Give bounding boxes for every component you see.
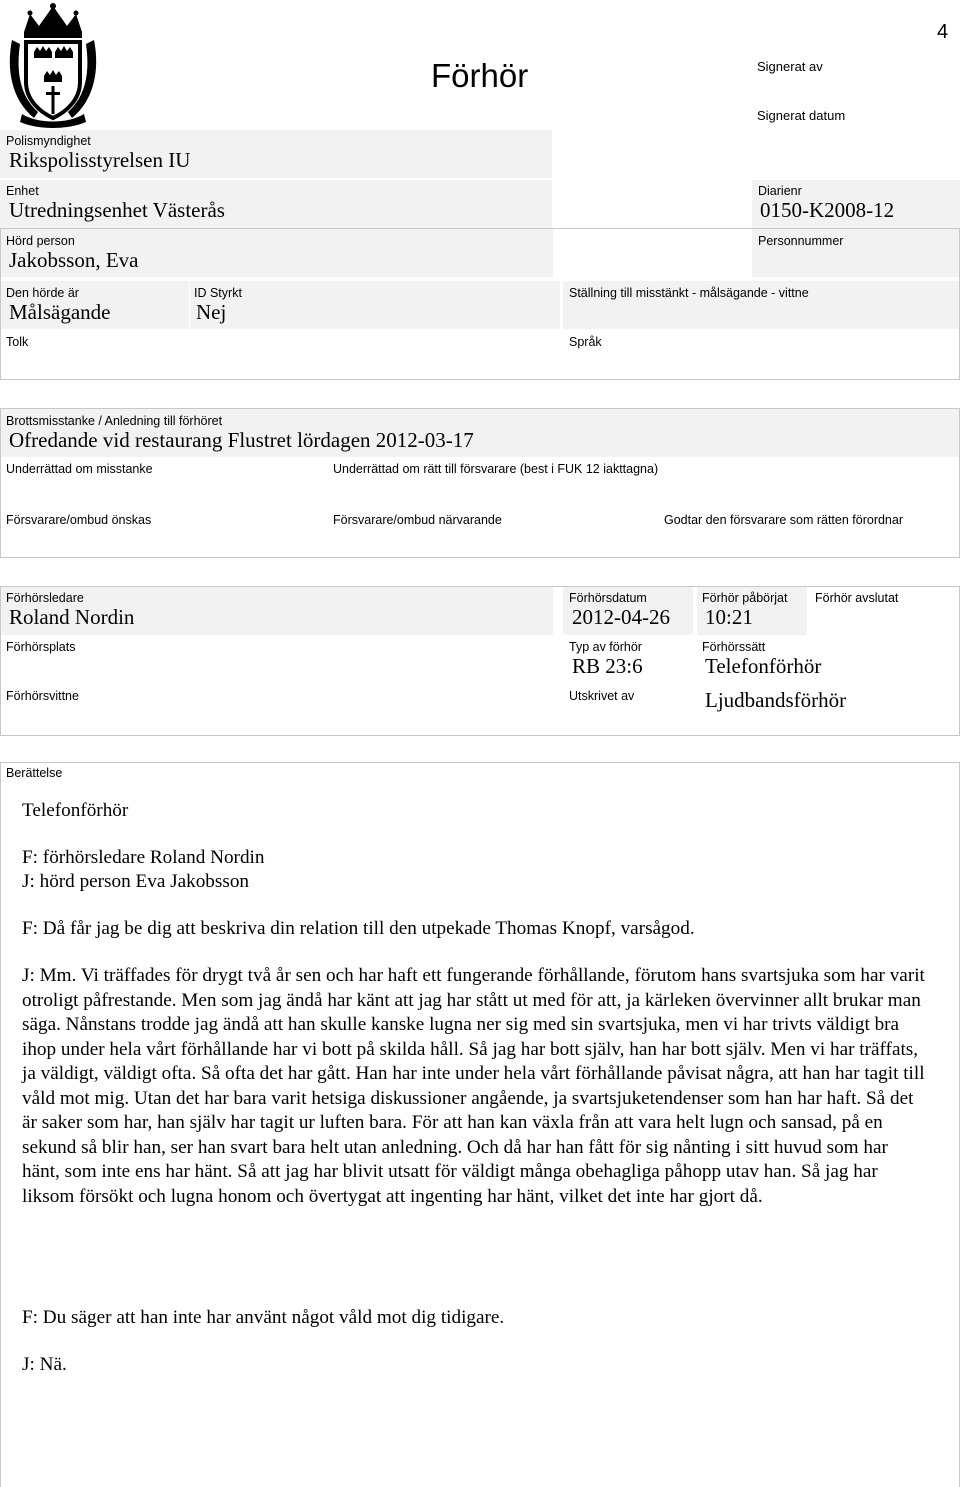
signed-date-label: Signerat datum bbox=[757, 108, 846, 123]
counsel-wanted-label: Försvarare/ombud önskas bbox=[6, 513, 152, 527]
counsel-present-label: Försvarare/ombud närvarande bbox=[333, 513, 502, 527]
id-checked-value: Nej bbox=[196, 300, 227, 324]
id-checked-label: ID Styrkt bbox=[194, 286, 242, 300]
written-by-label: Utskrivet av bbox=[569, 689, 635, 703]
heard-person-value: Jakobsson, Eva bbox=[9, 248, 139, 272]
document-title: Förhör bbox=[431, 57, 529, 94]
narrative-j-line: J: hörd person Eva Jakobsson bbox=[22, 871, 250, 892]
position-label: Ställning till misstänkt - målsägande - vittne bbox=[569, 286, 809, 300]
unit-value: Utredningsenhet Västerås bbox=[9, 198, 225, 222]
witness-label: Förhörsvittne bbox=[6, 689, 79, 703]
interview-method-label: Förhörssätt bbox=[702, 640, 766, 654]
interview-started-value: 10:21 bbox=[705, 605, 753, 629]
signed-by-label: Signerat av bbox=[757, 59, 823, 74]
interview-leader-label: Förhörsledare bbox=[6, 591, 84, 605]
authority-value: Rikspolisstyrelsen IU bbox=[9, 148, 191, 172]
personnummer-label: Personnummer bbox=[758, 234, 844, 248]
interview-date-value: 2012-04-26 bbox=[572, 605, 670, 629]
language-label: Språk bbox=[569, 335, 602, 349]
counsel-accepts-label: Godtar den försvarare som rätten förordnar bbox=[664, 513, 904, 527]
narrative-answer-2: J: Nä. bbox=[22, 1354, 67, 1375]
narrative-question-1: F: Då får jag be dig att beskriva din relation till den utpekade Thomas Knopf, varsågod. bbox=[22, 918, 695, 939]
interview-method-value-2: Ljudbandsförhör bbox=[705, 688, 847, 712]
narrative-f-line: F: förhörsledare Roland Nordin bbox=[22, 847, 265, 868]
heard-person-label: Hörd person bbox=[6, 234, 75, 248]
suspicion-label: Brottsmisstanke / Anledning till förhöret bbox=[6, 414, 223, 428]
heard-as-label: Den hörde är bbox=[6, 286, 79, 300]
page-number: 4 bbox=[937, 21, 949, 43]
interview-ended-label: Förhör avslutat bbox=[815, 591, 899, 605]
interview-method-value: Telefonförhör bbox=[705, 654, 822, 678]
narrative-label: Berättelse bbox=[6, 766, 63, 780]
id-checked-field-bg bbox=[190, 281, 560, 329]
police-crest-logo bbox=[4, 0, 102, 130]
interview-place-label: Förhörsplats bbox=[6, 640, 76, 654]
interview-started-label: Förhör påbörjat bbox=[702, 591, 788, 605]
narrative-heading: Telefonförhör bbox=[22, 800, 129, 821]
interview-type-label: Typ av förhör bbox=[569, 640, 642, 654]
interview-type-value: RB 23:6 bbox=[572, 654, 643, 678]
diarienr-label: Diarienr bbox=[758, 184, 802, 198]
diarienr-value: 0150-K2008-12 bbox=[760, 198, 895, 222]
unit-label: Enhet bbox=[6, 184, 39, 198]
interview-leader-value: Roland Nordin bbox=[9, 605, 135, 629]
authority-label: Polismyndighet bbox=[6, 134, 91, 148]
notified-suspicion-label: Underrättad om misstanke bbox=[6, 462, 153, 476]
narrative-question-2: F: Du säger att han inte har använt något våld mot dig tidigare. bbox=[22, 1307, 505, 1328]
suspicion-value: Ofredande vid restaurang Flustret lördagen 2012-03-17 bbox=[9, 428, 474, 452]
notified-counsel-label: Underrättad om rätt till försvarare (best i FUK 12 iakttagna) bbox=[333, 462, 659, 476]
interview-date-label: Förhörsdatum bbox=[569, 591, 647, 605]
heard-as-value: Målsägande bbox=[9, 300, 111, 324]
interpreter-label: Tolk bbox=[6, 335, 29, 349]
narrative-answer-1: J: Mm. Vi träffades för drygt två år sen och har haft ett fungerande förhållande, förutom hans svartsjuka som har varit otroligt påfrestande. Men som jag ändå har känt att jag har stått ut med för att, ja kärleken övervinner allt brukar man säga. Nånstans trodde jag ändå att han skulle kanske lugna ner sig med sin svartsjuka, men vi har trivts väldigt bra ihop under hela vårt förhållande har vi bott på skilda håll. Så jag har bott själv, han har bott själv. Men vi har träffats, ja väldigt, väldigt ofta. Så ofta det har gått. Han har inte under hela vårt förhållande påvisat några, att han har tagit till våld mot mig. Utan det har bara varit hetsiga diskussioner angående, ja svartsjuketendenser som han har haft. Så det är saker som har, han själv har tagit ur luften bara. För att han kan växla från att vara helt lugn och sansad, på en sekund så blir han, ser han svart bara helt utan anledning. Och då har han fått för sig nånting i sitt huvud som har hänt, som inte ens har hänt. Så att jag har blivit utsatt för väldigt många obehagliga påhopp utav han. Så jag har liksom försökt och lugna honom och övertygat att ingenting har hänt, vilket det inte har gjort då. bbox=[22, 965, 925, 1207]
